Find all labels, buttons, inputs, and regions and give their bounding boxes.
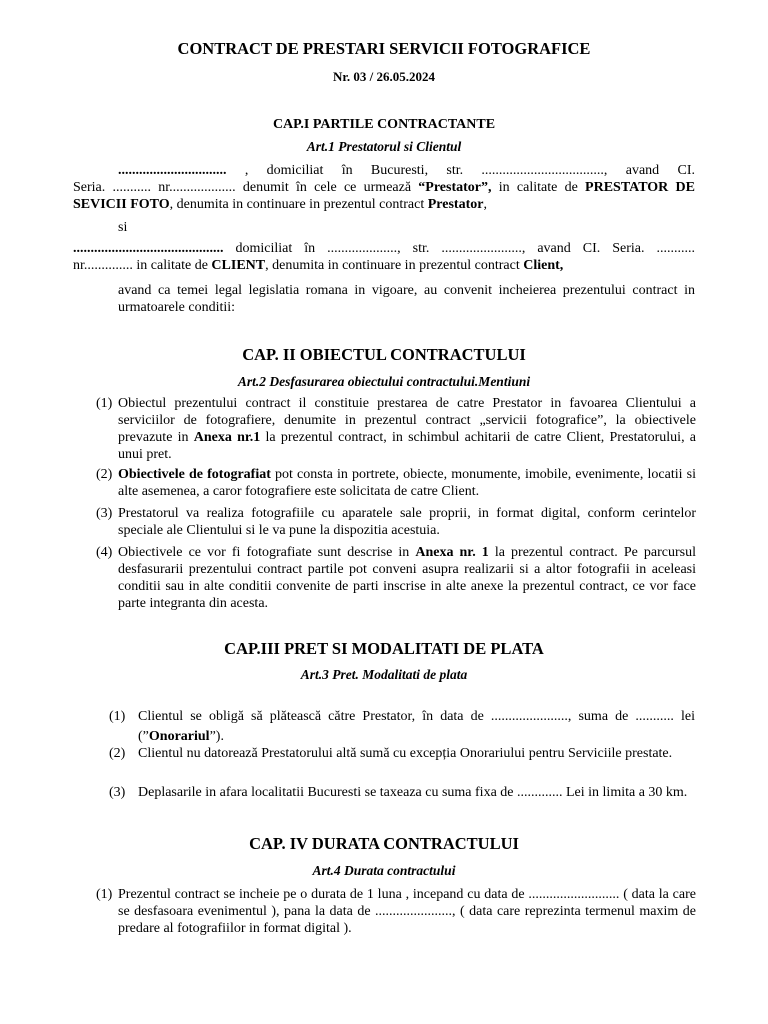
item-text-bold: Onorariul <box>148 729 210 744</box>
prestator-line-1 <box>73 162 695 179</box>
cap3-item-1 <box>109 707 695 747</box>
art4-heading: Art.4 Durata contractului <box>312 863 456 878</box>
prestator-text-5: , <box>483 197 487 212</box>
item-number: (1) <box>96 396 113 411</box>
item-text <box>118 395 696 463</box>
item-text-bold: Obiectivele de fotografiat <box>118 467 271 482</box>
cap2-item-3 <box>96 505 696 539</box>
prestator-text-2: Seria. ........... nr................... denumit în cele ce urmează <box>73 180 419 195</box>
item-text-pre: Clientul se obligă să plătească către Prestator, în data de ......................, suma de ........... lei (” <box>138 709 695 744</box>
item-text: Prestatorul va realiza fotografiile cu aparatele sale proprii, in format digital, conform cerintelor speciale ale Clientului si le va pune la dispozitia acestuia. <box>118 506 696 538</box>
client-text-2: nr.............. in calitate de <box>73 258 212 273</box>
item-number: (2) <box>96 467 113 482</box>
client-label: Client, <box>523 258 564 273</box>
item-text-bold: Anexa nr.1 <box>193 430 261 445</box>
item-text: Prezentul contract se incheie pe o durata de 1 luna , incepand cu data de .......................... ( data la care se desfasoara evenimentul ), pana la data de ......................, ( data care reprezinta termenul maxim de predare al fotografiilor in format digital ). <box>118 887 696 936</box>
document-title: CONTRACT DE PRESTARI SERVICII FOTOGRAFICE <box>177 39 591 58</box>
legal-basis-paragraph: avand ca temei legal legislatia romana in vigoare, au convenit incheierea prezentului contract in urmatoarele conditii: <box>118 283 695 315</box>
contract-number: Nr. 03 / 26.05.2024 <box>332 69 436 84</box>
item-number: (3) <box>96 506 113 521</box>
prestator-name-blank: ............................... <box>118 163 227 178</box>
prestator-text-3: in calitate de <box>491 180 586 195</box>
cap1-heading: CAP.I PARTILE CONTRACTANTE <box>272 117 496 132</box>
prestator-label: Prestator <box>427 197 484 212</box>
si-connector: si <box>118 220 128 235</box>
item-number: (2) <box>109 746 126 761</box>
client-line-1 <box>73 240 695 257</box>
item-text-post: la prezentul contract, in schimbul achitarii de catre Client, Prestatorului, a unui pret. <box>118 430 697 462</box>
item-text <box>118 544 696 612</box>
item-number: (4) <box>96 545 113 560</box>
cap3-item-2 <box>109 744 695 764</box>
cap3-heading: CAP.III PRET SI MODALITATI DE PLATA <box>224 639 544 658</box>
item-text-post: pot consta in portrete, obiecte, monumente, imobile, evenimente, locatii si alte asemenea, a caror fotografiere este solicitata de catre Client. <box>118 467 696 499</box>
client-text-3: , denumita in continuare in prezentul contract <box>265 258 524 273</box>
prestator-paragraph <box>73 162 695 213</box>
client-text-1: domiciliat în ...................., str. ......................., avand CI. Seria. ........... <box>223 241 695 256</box>
cap4-heading: CAP. IV DURATA CONTRACTULUI <box>249 834 519 853</box>
art3-heading: Art.3 Pret. Modalitati de plata <box>300 667 468 682</box>
art2-heading: Art.2 Desfasurarea obiectului contractului.Mentiuni <box>237 374 531 389</box>
art1-heading: Art.1 Prestatorul si Clientul <box>306 139 462 154</box>
client-paragraph <box>73 240 695 274</box>
item-text-pre: Obiectivele ce vor fi fotografiate sunt descrise in <box>118 545 416 560</box>
item-text: Clientul nu datorează Prestatorului altă sumă cu excepția Onorariului pentru Serviciile prestate. <box>138 746 673 761</box>
client-name-blank: ........................................... <box>73 241 224 256</box>
cap2-heading: CAP. II OBIECTUL CONTRACTULUI <box>242 345 526 364</box>
prestator-text-1: , domiciliat în Bucuresti, str. ..................................., avand CI. <box>226 163 695 178</box>
item-text-pre: Obiectul prezentului contract il constituie prestarea de catre Prestator in favoarea Clientului a serviciilor de fotografiere, denumite in prezentul contract „servicii fotografice”, la obiectivele prevazute in <box>118 396 696 445</box>
cap3-item-3 <box>109 783 695 803</box>
item-number: (1) <box>109 709 126 724</box>
cap2-item-4 <box>96 544 696 612</box>
cap4-item-1 <box>96 886 696 937</box>
cap2-item-1 <box>96 395 696 463</box>
item-text-post: ”). <box>209 729 224 744</box>
item-text-bold: Anexa nr. 1 <box>415 545 489 560</box>
item-number: (1) <box>96 887 113 902</box>
item-text: Deplasarile in afara localitatii Bucuresti se taxeaza cu suma fixa de ............. Lei in limita a 30 km. <box>138 785 688 800</box>
item-number: (3) <box>109 785 126 800</box>
item-text <box>138 707 695 747</box>
prestator-quoted: “Prestator”, <box>418 180 492 195</box>
prestator-text-4: , denumita in continuare in prezentul contract <box>169 197 428 212</box>
client-role: CLIENT <box>211 258 266 273</box>
item-text <box>118 466 696 500</box>
prestator-role: PRESTATOR DE SEVICII FOTO <box>73 180 695 212</box>
cap2-item-2 <box>96 466 696 500</box>
item-text-post: la prezentul contract. Pe parcursul desfasurarii prezentului contract partile pot conveni asupra realizarii si a altor fotografii in aceleasi conditii sau in alte conditii convenite de parti inscrise in alte anexe la prezentul contract, ce vor face parte integranta din acesta. <box>118 545 697 611</box>
